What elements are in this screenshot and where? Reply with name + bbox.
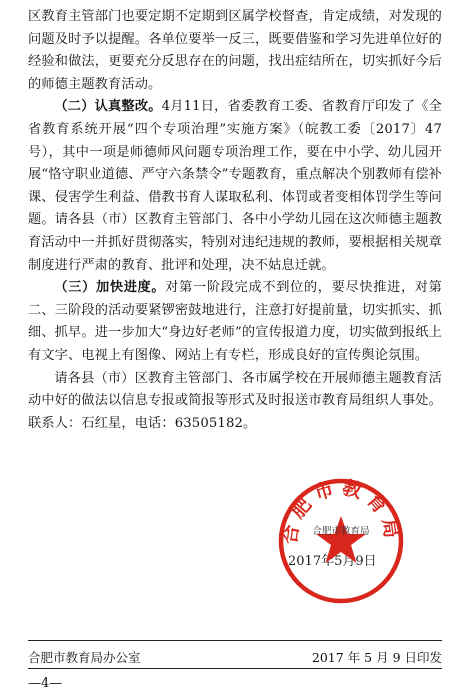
section-heading-3: （三）加快进度。	[54, 280, 166, 296]
section-heading-2: （二）认真整改。	[54, 99, 162, 115]
paragraph-4: 请各县（市）区教育主管部门、各市属学校在开展师德主题教育活动中好的做法以信息专报或简报等形式及时报送市教育局组织人事处。联系人：石红星，电话：63505182。	[28, 370, 442, 431]
signature-zone	[26, 476, 446, 626]
paragraph-3	[28, 277, 442, 367]
footer	[28, 648, 442, 666]
issuer: 合肥市教育局办公室	[28, 650, 141, 665]
seal-ring-text: 合肥市教育局	[278, 476, 404, 546]
signature-date: 2017年5月9日	[288, 554, 377, 569]
issue-date: 2017 年 5 月 9 日印发	[311, 650, 442, 665]
seal-inner-text: 合肥市教育局	[312, 526, 370, 537]
paragraph-3-text: 对第一阶段完成不到位的，要尽快推进，对第二、三阶段的活动要紧锣密鼓地进行，注意打好提前量，切实抓实、抓细、抓早。进一步加大“身边好老师”的宣传报道力度，切实做到报纸上有文字、电视上有图像、网站上有专栏，形成良好的宣传舆论氛围。	[28, 280, 443, 363]
official-seal	[276, 476, 406, 606]
body-text	[28, 6, 442, 435]
footer-top-rule	[28, 640, 442, 641]
paragraph-2-text: 4月11日，省委教育工委、省教育厅印发了《全省教育系统开展“四个专项治理”实施方案》（皖教工委〔2017〕47号），其中一项是师德师风问题专项治理工作，要在中小学、幼儿园开展“恪守职业道德、严守六条禁令”专题教育，重点解决个别教师有偿补课、侵害学生利益、借教书育人谋取私利、体罚或者变相体罚学生等问题。请各县（市）区教育主管部门、各中小学幼儿园在这次师德主题教育活动中一并抓好贯彻落实，特别对违纪违规的教师，要根据相关规章制度进行严肃的教育、批评和处理，决不姑息迁就。	[28, 99, 442, 273]
paragraph-1: 区教育主管部门也要定期不定期到区属学校督查，肯定成绩，对发现的问题及时予以提醒。各单位要举一反三，既要借鉴和学习先进单位好的经验和做法，更要充分反思存在的问题，找出症结所在，切实抓好今后的师德主题教育活动。	[28, 9, 442, 92]
page-number: —4—	[28, 676, 63, 691]
footer-bottom-rule	[28, 668, 442, 669]
paragraph-2	[28, 96, 442, 277]
